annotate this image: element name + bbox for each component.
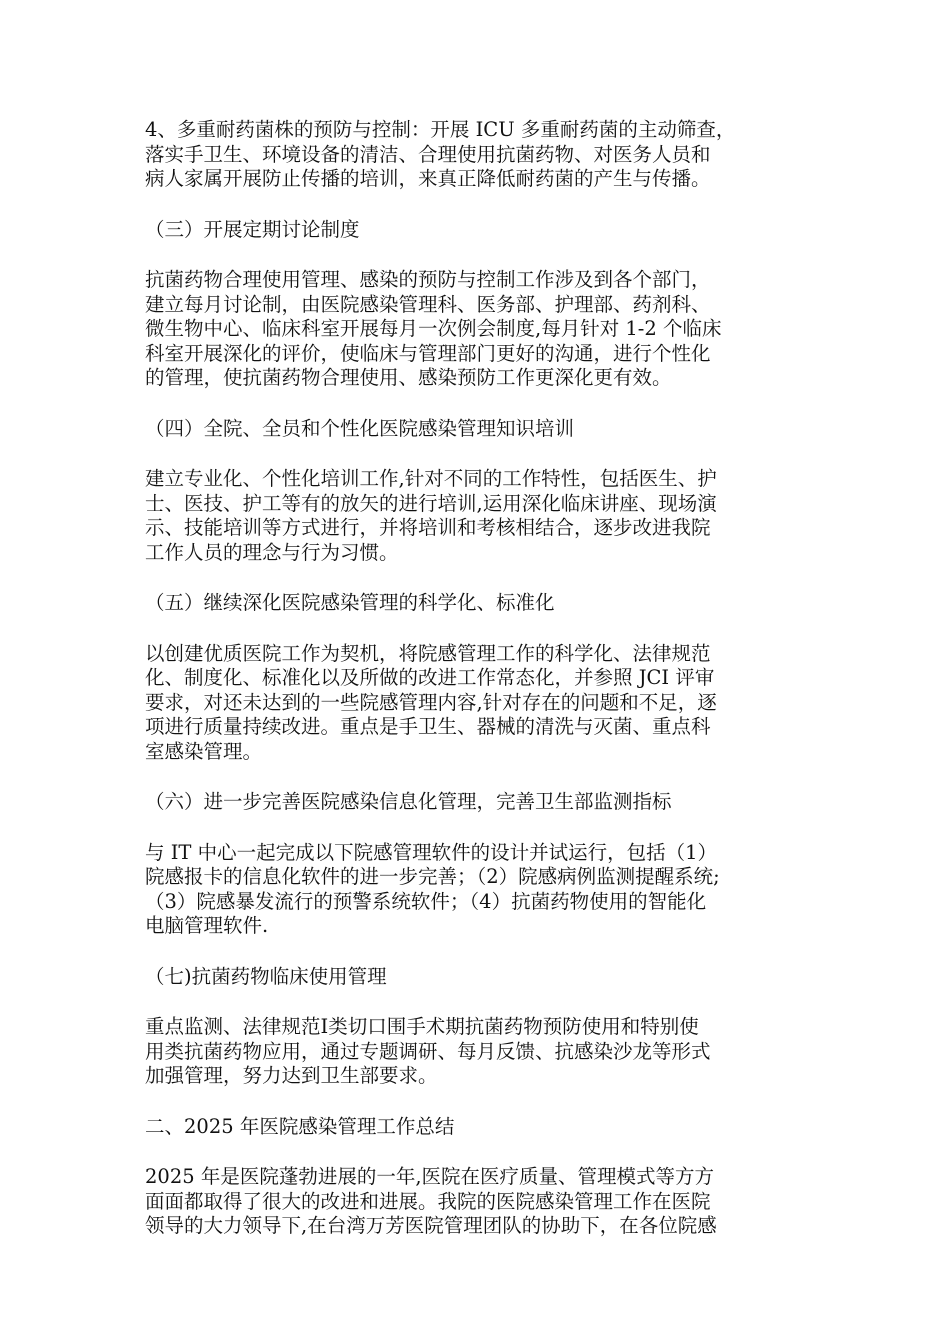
- heading-text: （三）开展定期讨论制度: [145, 217, 360, 241]
- section-heading-3: [145, 218, 815, 243]
- heading-text: （四）全院、全员和个性化医院感染管理知识培训: [145, 416, 575, 440]
- text-line: （3）院感暴发流行的预警系统软件；（4）抗菌药物使用的智能化: [145, 889, 707, 913]
- text-line: 建立专业化、个性化培训工作,针对不同的工作特性，包括医生、护: [145, 467, 717, 490]
- text-line: 微生物中心、临床科室开展每月一次例会制度,每月针对 1-2 个临床: [145, 317, 722, 340]
- paragraph-antibiotic-use: [145, 1015, 815, 1089]
- section-heading-6: [145, 790, 815, 815]
- text-line: 要求，对还未达到的一些院感管理内容,针对存在的问题和不足，逐: [145, 690, 717, 714]
- text-line: 重点监测、法律规范Ⅰ类切口围手术期抗菌药物预防使用和特别使: [145, 1015, 699, 1038]
- section-heading-summary: [145, 1115, 815, 1140]
- section-heading-4: [145, 417, 815, 442]
- paragraph-mdro-control: [145, 118, 815, 192]
- text-line: 4、多重耐药菌株的预防与控制：开展 ICU 多重耐药菌的主动筛查，: [145, 118, 736, 141]
- heading-text: （五）继续深化医院感染管理的科学化、标准化: [145, 591, 555, 614]
- paragraph-informatization: [145, 841, 815, 939]
- text-line: 与 IT 中心一起完成以下院感管理软件的设计并试运行，包括（1）: [145, 840, 718, 864]
- text-line: 示、技能培训等方式进行，并将培训和考核相结合，逐步改进我院: [145, 516, 711, 539]
- text-line: 2025 年是医院蓬勃进展的一年,医院在医疗质量、管理模式等方方: [145, 1165, 715, 1188]
- text-line: 士、医技、护工等有的放矢的进行培训,运用深化临床讲座、现场演: [145, 491, 717, 515]
- section-heading-7: [145, 965, 815, 990]
- text-line: 室感染管理。: [145, 739, 263, 763]
- text-line: 面面都取得了很大的改进和进展。我院的医院感染管理工作在医院: [145, 1189, 711, 1213]
- text-line: 抗菌药物合理使用管理、感染的预防与控制工作涉及到各个部门，: [145, 268, 711, 291]
- text-line: 领导的大力领导下,在台湾万芳医院管理团队的协助下，在各位院感: [145, 1214, 717, 1237]
- paragraph-training: [145, 467, 815, 565]
- text-line: 院感报卡的信息化软件的进一步完善；（2）院感病例监测提醒系统;: [145, 865, 720, 888]
- section-heading-5: [145, 591, 815, 616]
- paragraph-standardization: [145, 642, 815, 765]
- text-line: 落实手卫生、环境设备的清洁、合理使用抗菌药物、对医务人员和: [145, 142, 711, 166]
- text-line: 科室开展深化的评价，使临床与管理部门更好的沟通，进行个性化: [145, 341, 711, 365]
- text-line: 的管理，使抗菌药物合理使用、感染预防工作更深化更有效。: [145, 366, 672, 389]
- text-line: 建立每月讨论制，由医院感染管理科、医务部、护理部、药剂科、: [145, 292, 711, 316]
- text-line: 化、制度化、标准化以及所做的改进工作常态化，并参照 JCI 评审: [145, 666, 715, 689]
- document-page: [145, 118, 815, 1239]
- text-line: 用类抗菌药物应用，通过专题调研、每月反馈、抗感染沙龙等形式: [145, 1039, 711, 1063]
- heading-text: （六）进一步完善医院感染信息化管理，完善卫生部监测指标: [145, 790, 672, 813]
- heading-text: （七)抗菌药物临床使用管理: [145, 964, 387, 988]
- text-line: 加强管理，努力达到卫生部要求。: [145, 1064, 438, 1087]
- text-line: 以创建优质医院工作为契机，将院感管理工作的科学化、法律规范: [145, 641, 711, 665]
- paragraph-discussion-system: [145, 268, 815, 391]
- text-line: 项进行质量持续改进。重点是手卫生、器械的清洗与灭菌、重点科: [145, 715, 711, 738]
- text-line: 电脑管理软件.: [145, 914, 269, 937]
- paragraph-summary-intro: [145, 1165, 815, 1239]
- heading-text: 二、2025 年医院感染管理工作总结: [145, 1114, 455, 1138]
- text-line: 病人家属开展防止传播的培训，来真正降低耐药菌的产生与传播。: [145, 167, 711, 190]
- text-line: 工作人员的理念与行为习惯。: [145, 540, 399, 564]
